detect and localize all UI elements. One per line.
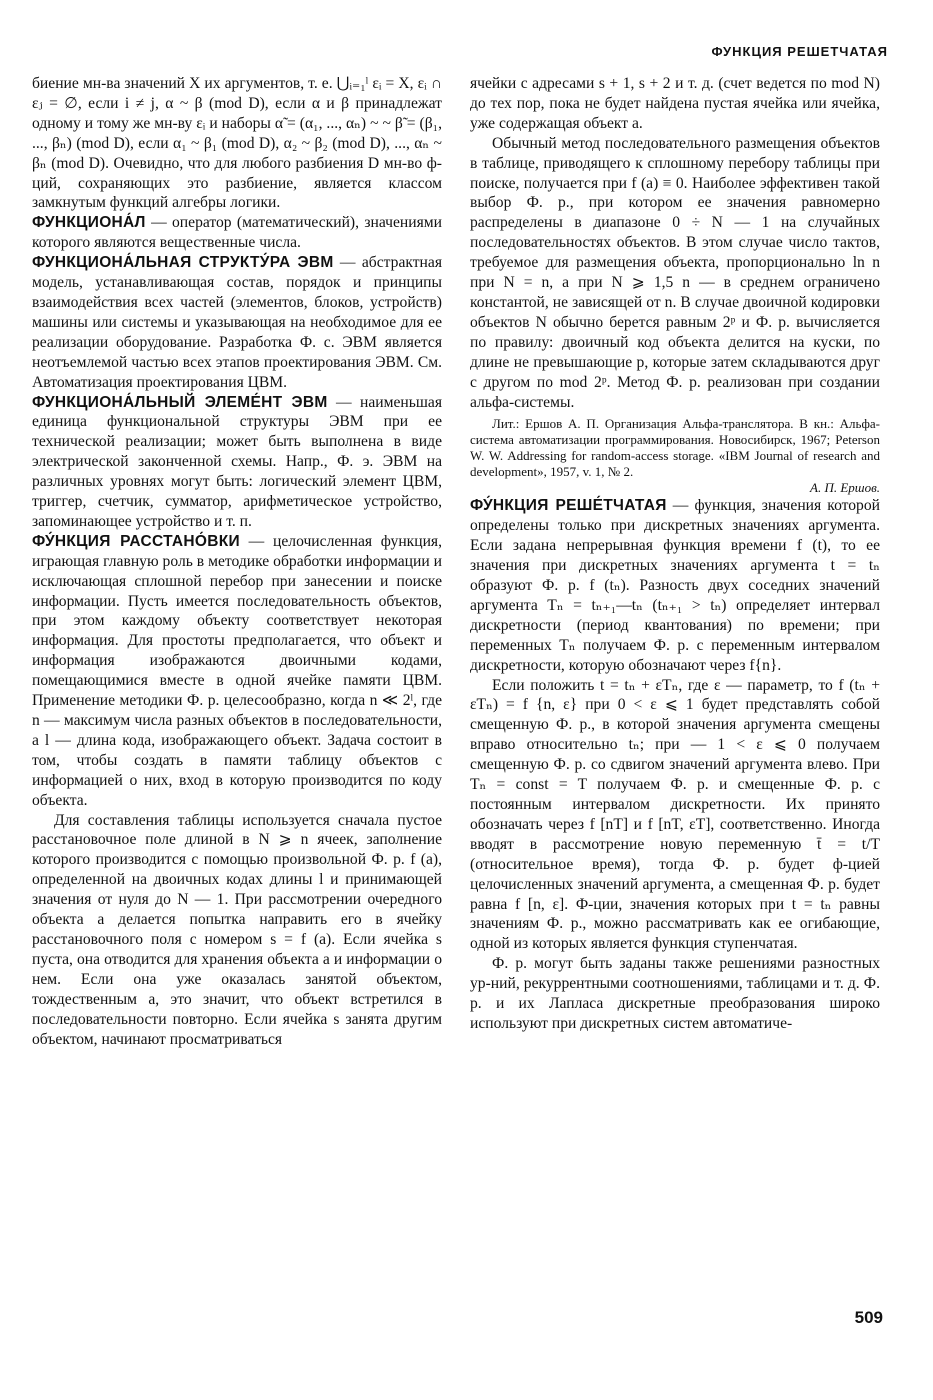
author-signature: А. П. Ершов. xyxy=(810,480,880,496)
entry-funktsionalny-element xyxy=(32,393,442,532)
entry-headword: ФУ́НКЦИЯ РАССТАНО́ВКИ xyxy=(32,532,240,550)
entry-body: — целочисленная функция, играющая главную роль в методике обработки информации и исключающая сплошной перебор при занесении и поиске информации. Пусть имеется последовательность объектов, при этом каждому объекту соответствует некоторая информация. Для простоты предполагается, что объект и информация изображаются двоичными кодами, помещающимися вместе в одной ячейке памяти ЦВМ. Применение методики Ф. р. целесообразно, когда n ≪ 2ˡ, где n — максимум числа разных объектов в последовательности, а l — длина кода, изображающего объект. Задача состоит в том, чтобы создать в памяти таблицу объектов с информацией о них, вход в которую производится по коду объекта. xyxy=(32,532,442,809)
right-column xyxy=(470,74,880,1034)
left-column xyxy=(32,74,442,1049)
entry-headword: ФУНКЦИОНА́Л xyxy=(32,214,146,232)
paragraph: Для составления таблицы используется сначала пустое расстановочное поле длиной в N ⩾ n ячеек, заполнение которого производится с помощью произвольной Ф. р. f (a), определенной на двоичных кодах длины l и принимающей значения от нуля до N — 1. При рассмотрении очередного объекта a делается попытка направить его в ячейку расстановочного поля с номером s = f (a). Если ячейка s пуста, она отводится для хранения объекта a и информации о нем. Если она уже оказалась занятой объектом, тождественным a, это значит, что объект встретился в последовательности повторно. Если ячейка s занята другим объектом, начинают просматриваться xyxy=(32,811,442,1048)
entry-funktsional xyxy=(32,213,442,253)
entry-body: — абстрактная модель, устанавливающая состав, порядок и принципы взаимодействия всех частей (элементов, блоков, устройств) машины или системы и указывающая на необходимое для ее реализации оборудование. Разработка Ф. с. ЭВМ является неотъемлемой частью всех этапов проектирования ЭВМ. См. Автоматизация проектирования ЦВМ. xyxy=(32,254,442,391)
literature-list: Лит.: Ершов А. П. Организация Альфа-транслятора. В кн.: Альфа-система автоматизации программирования. Новосибирск, 1967; Peterson W. W. Addressing for random-access storage. «IBM Journal of research and development», 1957, v. 1, № 2. xyxy=(470,416,880,480)
page-number: 509 xyxy=(854,1308,883,1327)
entry-funktsiya-reshetchataya xyxy=(470,496,880,675)
paragraph: биение мн-ва значений X их аргументов, т. е. ⋃ᵢ₌₁ˡ εᵢ = X, εᵢ ∩ εⱼ = ∅, если i ≠ j, α ~ β (mod D), если α и β принадлежат одному и тому же мн-ву εᵢ и наборы α̃ = (α₁, ..., αₙ) ~ ~ β̃ = (β₁, ..., βₙ) (mod D), если α₁ ~ β₁ (mod D), α₂ ~ β₂ (mod D), ..., αₙ ~ βₙ (mod D). Очевидно, что для любого разбиения D мн-во ф-ций, сохраняющих это разбиение, является классом замкнутым функций алгебры логики. xyxy=(32,75,442,212)
entry-funktsiya-rasstanovki xyxy=(32,532,442,811)
entry-headword: ФУ́НКЦИЯ РЕШЕ́ТЧАТАЯ xyxy=(470,497,667,515)
paragraph: Обычный метод последовательного размещения объектов в таблице, приводящего к сплошному перебору таблицы при поиске, получается при f (a) ≡ 0. Наиболее эффективен такой выбор Ф. р., при котором ее значения равномерно распределены в диапазоне 0 ÷ N — 1 на случайных последовательностях объектов. В этом случае число тактов, требуемое для размещения объекта, пропорционально ln n при N = n, а при N ⩾ 1,5 n — в среднем ограничено константой, не зависящей от n. В случае двоичной кодировки объектов N обычно берется равным 2ᵖ и Ф. р. вычисляется по правилу: двоичный код объекта делится на куски, по длине не превышающие p, которые затем складываются друг с другом по mod 2ᵖ. Метод Ф. р. реализован при создании альфа-системы. xyxy=(470,134,880,411)
entry-body: — оператор (математический), значениями которого являются вещественные числа. xyxy=(32,214,442,252)
entry-headword: ФУНКЦИОНА́ЛЬНАЯ СТРУКТУ́РА ЭВМ xyxy=(32,254,334,272)
paragraph: ячейки с адресами s + 1, s + 2 и т. д. (счет ведется по mod N) до тех пор, пока не будет найдена пустая ячейка или ячейка, уже содержащая объект a. xyxy=(470,75,880,132)
paragraph: Ф. р. могут быть заданы также решениями разностных ур-ний, рекуррентными соотношениями, таблицами и т. д. Ф. р. и их Лапласа дискретные преобразования широко используют при дискретных систем автоматиче- xyxy=(470,955,880,1032)
entry-body: — наименьшая единица функциональной структуры ЭВМ при ее технической реализации; может быть выполнена в виде электрической законченной схемы. Напр., Ф. э. ЭВМ на различных уровнях могут быть: логический элемент ЦВМ, триггер, счетчик, сумматор, арифметическое устройство, запоминающее устройство и т. п. xyxy=(32,393,442,530)
entry-body: — функция, значения которой определены только при дискретных значениях аргумента. Если задана непрерывная функция времени f (t), то ее значения при дискретных значениях аргумента t = tₙ образуют Ф. р. f (tₙ). Разность двух соседних значений аргумента Tₙ = tₙ₊₁—tₙ (tₙ₊₁ > tₙ) определяет интервал дискретности (период квантования) по времени; при переменных Tₙ получаем Ф. р. с переменным интервалом дискретности, которую обозначают через f{n}. xyxy=(470,497,880,674)
entry-funktsionalnaya-struktura xyxy=(32,253,442,392)
entry-headword: ФУНКЦИОНА́ЛЬНЫЙ ЭЛЕМЕ́НТ ЭВМ xyxy=(32,393,328,411)
running-head: ФУНКЦИЯ РЕШЕТЧАТАЯ xyxy=(711,44,888,59)
paragraph: Если положить t = tₙ + εTₙ, где ε — параметр, то f (tₙ + εTₙ) = f {n, ε} при 0 < ε ⩽ 1 будет представлять собой смещенную Ф. р., в которой значения аргумента смещены вправо относительно tₙ; при — 1 < ε ⩽ 0 получаем смещенную Ф. р. со сдвигом значений аргумента влево. При Tₙ = const = T получаем Ф. р. и смещенные Ф. р. с постоянным интервалом дискретности. Их принято обозначать через f [nT] и f [nT, εT], соответственно. Иногда вводят в рассмотрение новую переменную t̄ = t/T (относительное время), тогда Ф. р. будет ф-цией целочисленных значений аргумента, а смещенная Ф. р. будет равна f [n, ε]. Ф-ции, значения которых при t = tₙ равны значениям Ф. р., можно рассматривать как ее огибающие, одной из которых является функция ступенчатая. xyxy=(470,676,880,953)
